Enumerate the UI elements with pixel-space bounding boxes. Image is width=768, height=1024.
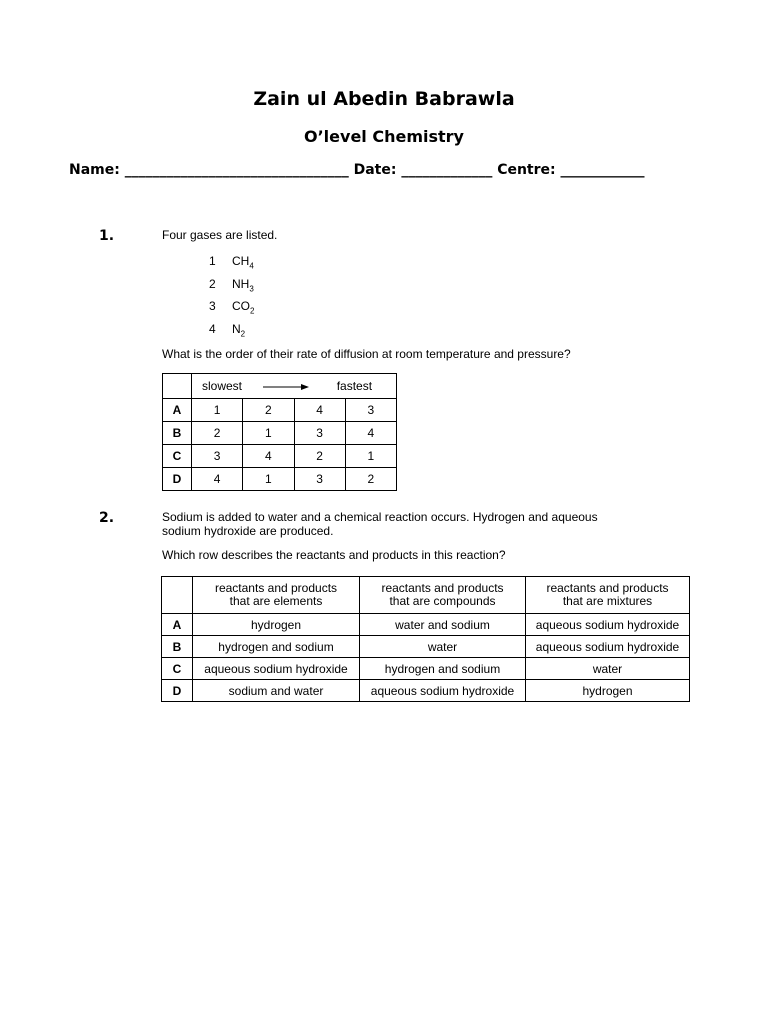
table-cell: 2 bbox=[192, 422, 243, 445]
diffusion-order-table bbox=[162, 373, 397, 491]
table-cell: 3 bbox=[294, 468, 345, 491]
table-cell: aqueous sodium hydroxide bbox=[526, 636, 690, 658]
table-row bbox=[162, 636, 690, 658]
table-cell: 1 bbox=[243, 468, 294, 491]
table-cell: 1 bbox=[345, 445, 396, 468]
table-cell: aqueous sodium hydroxide bbox=[360, 680, 526, 702]
document-title: Zain ul Abedin Babrawla bbox=[253, 88, 515, 110]
slowest-label: slowest bbox=[202, 379, 243, 393]
table-cell: 4 bbox=[294, 399, 345, 422]
gas-formula: $NH_3$ bbox=[232, 276, 254, 293]
gas-item: 3 $CO_2$ bbox=[209, 299, 254, 322]
column-header: reactants and products that are mixtures bbox=[526, 577, 690, 614]
name-date-centre-line: Name: ________________________________ Date: _____________ Centre: ____________ bbox=[69, 162, 645, 178]
option-letter: D bbox=[162, 680, 193, 702]
table-cell: 4 bbox=[345, 422, 396, 445]
table-row bbox=[163, 422, 397, 445]
option-letter: A bbox=[162, 614, 193, 636]
gas-item: 4 $N_2$ bbox=[209, 322, 254, 345]
option-letter: D bbox=[163, 468, 192, 491]
question-2-stem: Sodium is added to water and a chemical reaction occurs. Hydrogen and aqueous sodium hydroxide are produced. bbox=[162, 510, 598, 538]
gas-formula: $N_2$ bbox=[232, 321, 246, 338]
gas-item: 1 $CH_4$ bbox=[209, 254, 254, 277]
table-cell: 4 bbox=[192, 468, 243, 491]
table-cell: 2 bbox=[345, 468, 396, 491]
table-cell: 2 bbox=[243, 399, 294, 422]
fastest-label: fastest bbox=[336, 379, 373, 393]
question-2-number: 2. bbox=[99, 510, 115, 526]
option-letter: C bbox=[163, 445, 192, 468]
question-1-number: 1. bbox=[99, 228, 115, 244]
table-cell: 1 bbox=[192, 399, 243, 422]
table-cell: aqueous sodium hydroxide bbox=[193, 658, 360, 680]
question-1-stem: Four gases are listed. bbox=[162, 228, 278, 242]
table-cell: hydrogen and sodium bbox=[193, 636, 360, 658]
reactants-products-table bbox=[161, 576, 690, 702]
table-cell: 3 bbox=[192, 445, 243, 468]
table-row bbox=[163, 445, 397, 468]
option-letter: A bbox=[163, 399, 192, 422]
gas-formula: $CO_2$ bbox=[232, 299, 255, 316]
table-cell: 3 bbox=[345, 399, 396, 422]
column-header: reactants and products that are compounds bbox=[360, 577, 526, 614]
gas-item: 2 $NH_3$ bbox=[209, 277, 254, 300]
table-header-row bbox=[163, 374, 397, 399]
table-cell: hydrogen and sodium bbox=[360, 658, 526, 680]
table-cell: 2 bbox=[294, 445, 345, 468]
option-letter: B bbox=[162, 636, 193, 658]
table-cell: 4 bbox=[243, 445, 294, 468]
table-cell: 1 bbox=[243, 422, 294, 445]
gas-formula: $CH_4$ bbox=[232, 254, 254, 271]
table-row bbox=[163, 399, 397, 422]
table-row bbox=[162, 658, 690, 680]
option-letter: B bbox=[163, 422, 192, 445]
gas-list bbox=[209, 254, 254, 344]
table-cell: water and sodium bbox=[360, 614, 526, 636]
table-header-row bbox=[162, 577, 690, 614]
table-cell: water bbox=[526, 658, 690, 680]
table-cell: water bbox=[360, 636, 526, 658]
question-2-prompt: Which row describes the reactants and products in this reaction? bbox=[162, 548, 506, 562]
table-cell: sodium and water bbox=[193, 680, 360, 702]
table-cell: 3 bbox=[294, 422, 345, 445]
question-1-prompt: What is the order of their rate of diffusion at room temperature and pressure? bbox=[162, 347, 571, 361]
table-cell: aqueous sodium hydroxide bbox=[526, 614, 690, 636]
option-letter: C bbox=[162, 658, 193, 680]
table-row bbox=[162, 614, 690, 636]
arrow-right-icon bbox=[263, 383, 309, 391]
table-row bbox=[163, 468, 397, 491]
table-cell: hydrogen bbox=[193, 614, 360, 636]
table-cell: hydrogen bbox=[526, 680, 690, 702]
document-subtitle: O’level Chemistry bbox=[304, 127, 464, 146]
column-header: reactants and products that are elements bbox=[193, 577, 360, 614]
table-row bbox=[162, 680, 690, 702]
